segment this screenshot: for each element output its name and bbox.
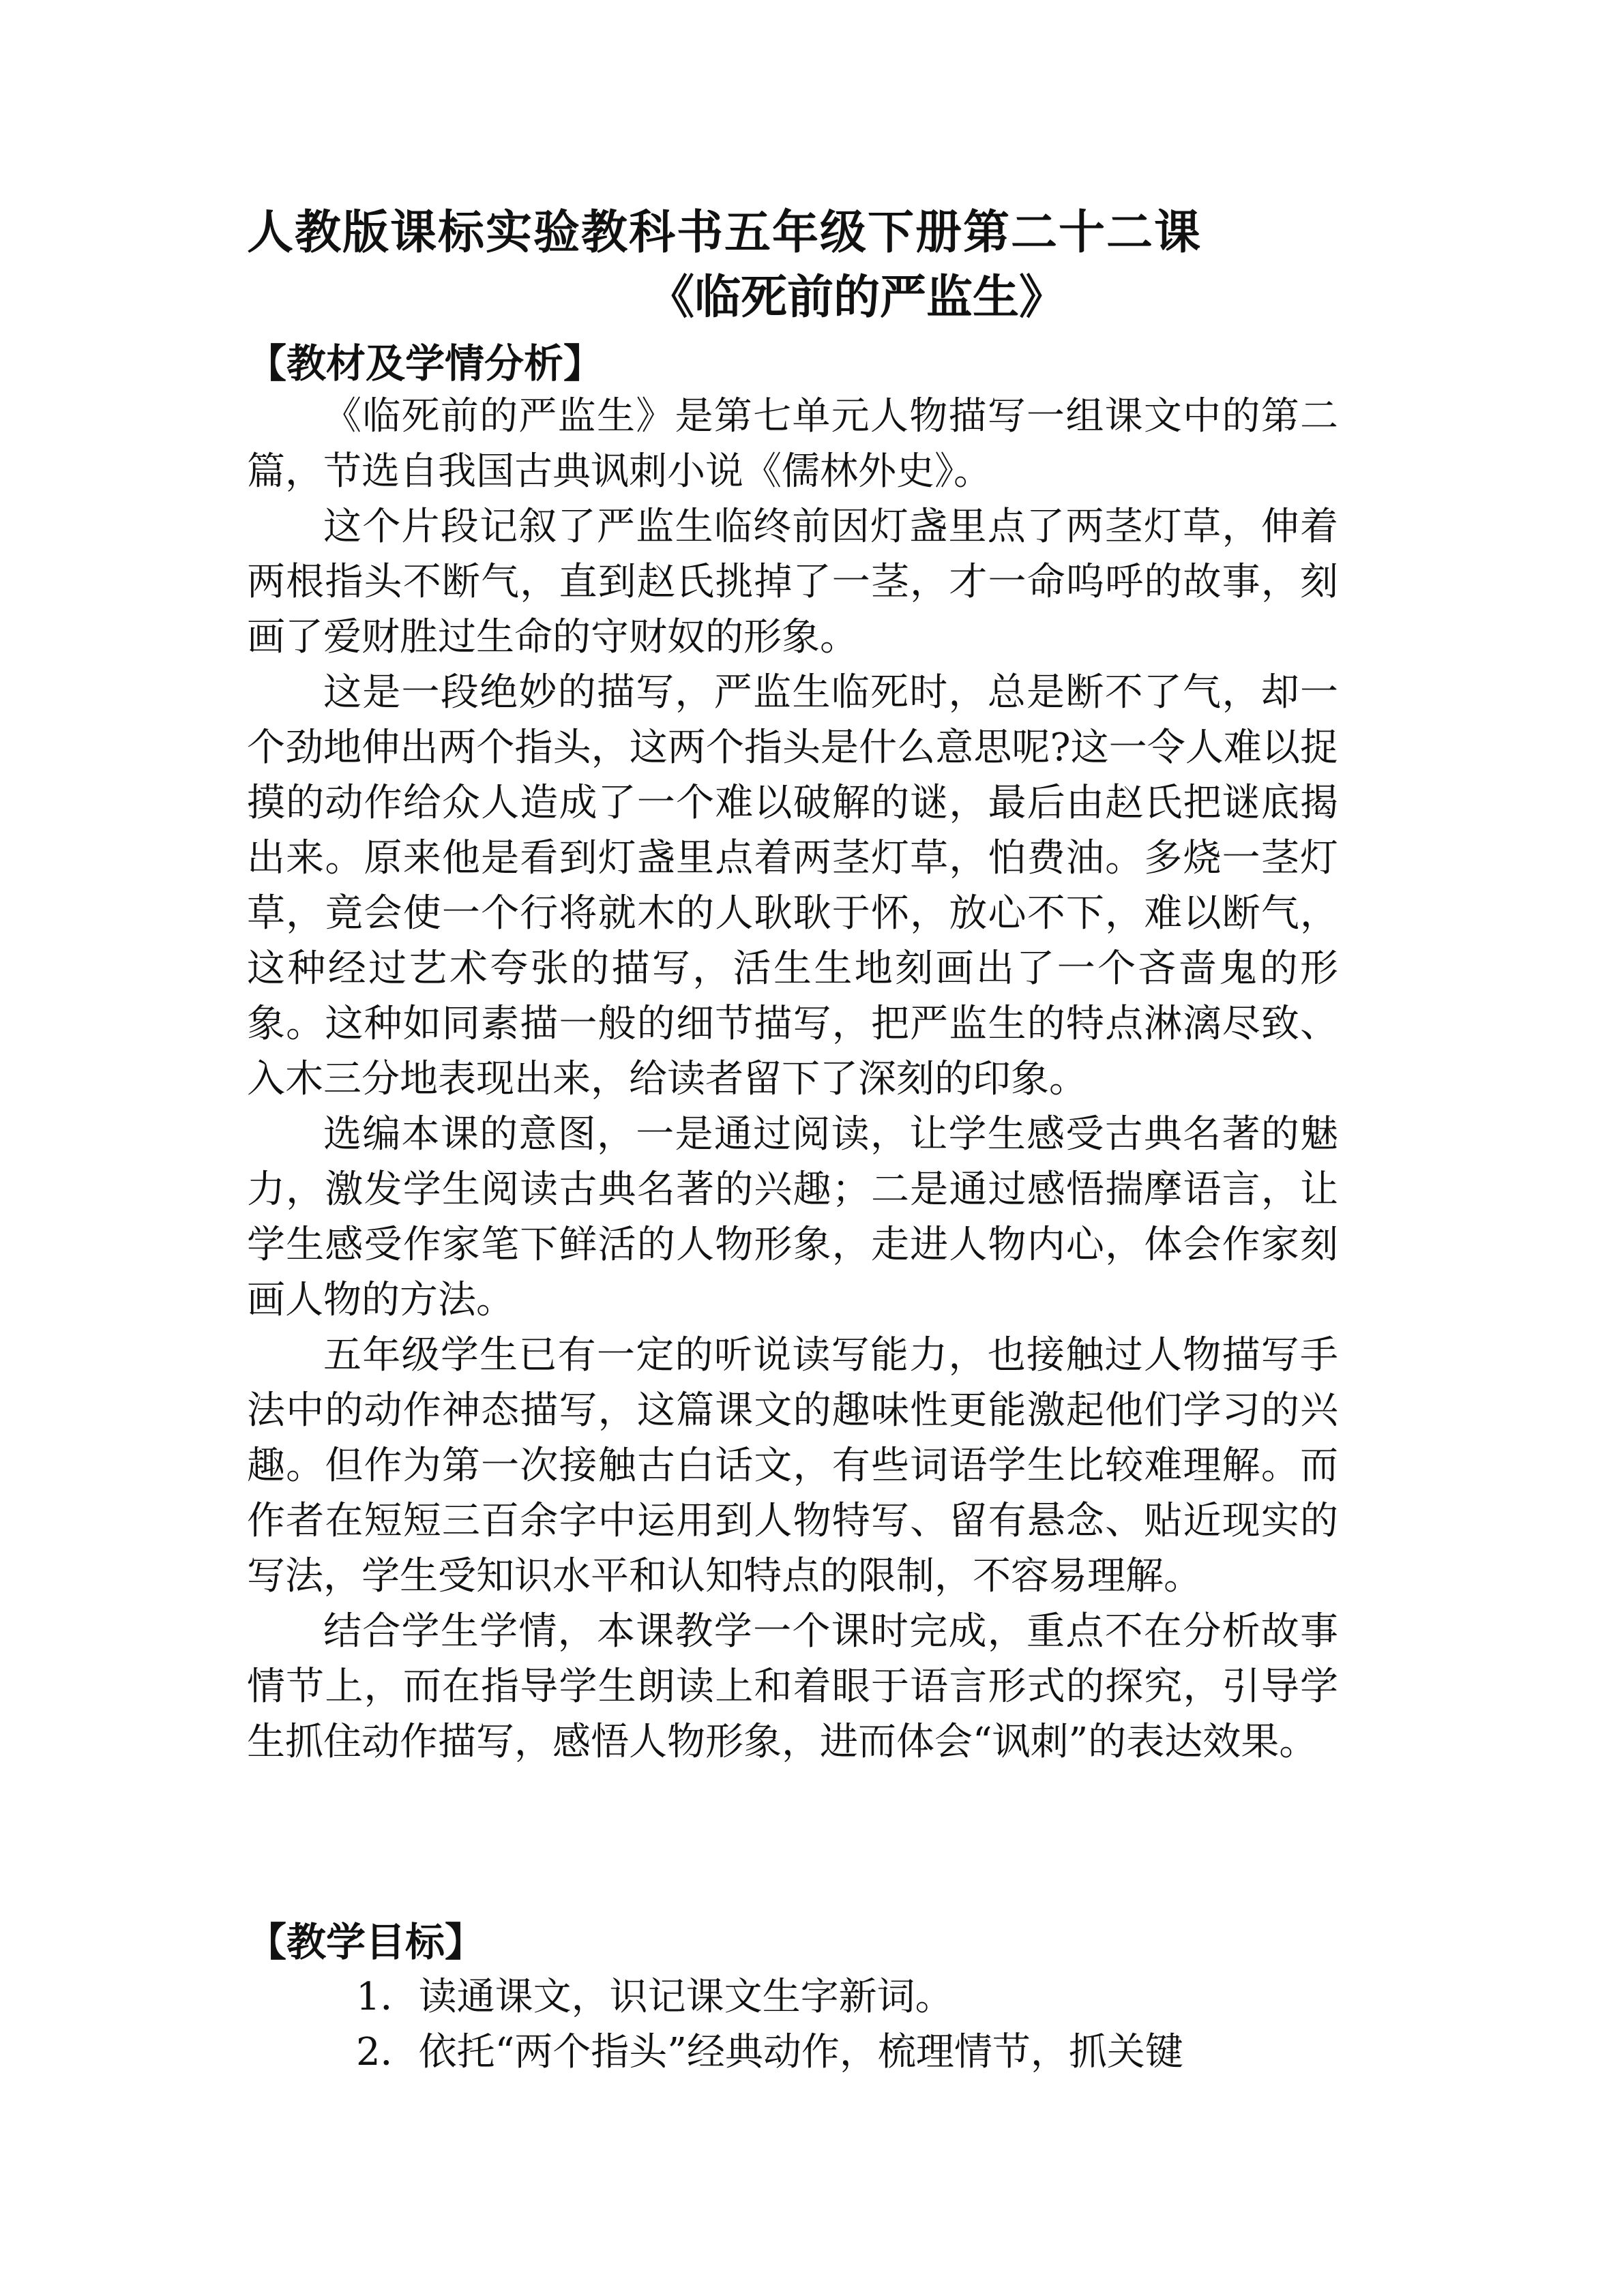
paragraph: 《临死前的严监生》是第七单元人物描写一组课文中的第二篇，节选自我国古典讽刺小说《儒林外史》。	[247, 394, 1338, 494]
paragraph: 这是一段绝妙的描写，严监生临死时，总是断不了气，却一个劲地伸出两个指头，这两个指头是什么意思呢?这一令人难以捉摸的动作给众人造成了一个难以破解的谜，最后由赵氏把谜底揭出来。原来他是看到灯盏里点着两茎灯草，怕费油。多烧一茎灯草，竟会使一个行将就木的人耿耿于怀，放心不下，难以断气，这种经过艺术夸张的描写，活生生地刻画出了一个吝啬鬼的形象。这种如同素描一般的细节描写，把严监生的特点淋漓尽致、入木三分地表现出来，给读者留下了深刻的印象。	[247, 670, 1338, 1101]
analysis-body	[247, 389, 1338, 1770]
paragraph: 选编本课的意图，一是通过阅读，让学生感受古典名著的魅力，激发学生阅读古典名著的兴趣；二是通过感悟揣摩语言，让学生感受作家笔下鲜活的人物形象，走进人物内心，体会作家刻画人物的方法。	[247, 1112, 1338, 1322]
paragraph: 这个片段记叙了严监生临终前因灯盏里点了两茎灯草，伸着两根指头不断气，直到赵氏挑掉了一茎，才一命呜呼的故事，刻画了爱财胜过生命的守财奴的形象。	[247, 505, 1338, 659]
paragraph: 结合学生学情，本课教学一个课时完成，重点不在分析故事情节上，而在指导学生朗读上和着眼于语言形式的探究，引导学生抓住动作描写，感悟人物形象，进而体会“讽刺”的表达效果。	[247, 1609, 1338, 1764]
document-title-line1: 人教版课标实验教科书五年级下册第二十二课	[247, 205, 1202, 260]
section-heading-analysis: 【教材及学情分析】	[247, 340, 604, 387]
objective-item: 1．读通课文，识记课文生字新词。	[356, 1975, 954, 2019]
objective-item: 2．依托“两个指头”经典动作，梳理情节，抓关键	[356, 2030, 1183, 2074]
section-heading-objectives: 【教学目标】	[247, 1919, 485, 1965]
objectives-list	[247, 1969, 1338, 2080]
paragraph: 五年级学生已有一定的听说读写能力，也接触过人物描写手法中的动作神态描写，这篇课文的趣味性更能激起他们学习的兴趣。但作为第一次接触古白话文，有些词语学生比较难理解。而作者在短短三百余字中运用到人物特写、留有悬念、贴近现实的写法，学生受知识水平和认知特点的限制，不容易理解。	[247, 1333, 1338, 1598]
document-title-line2: 《临死前的严监生》	[648, 270, 1066, 325]
